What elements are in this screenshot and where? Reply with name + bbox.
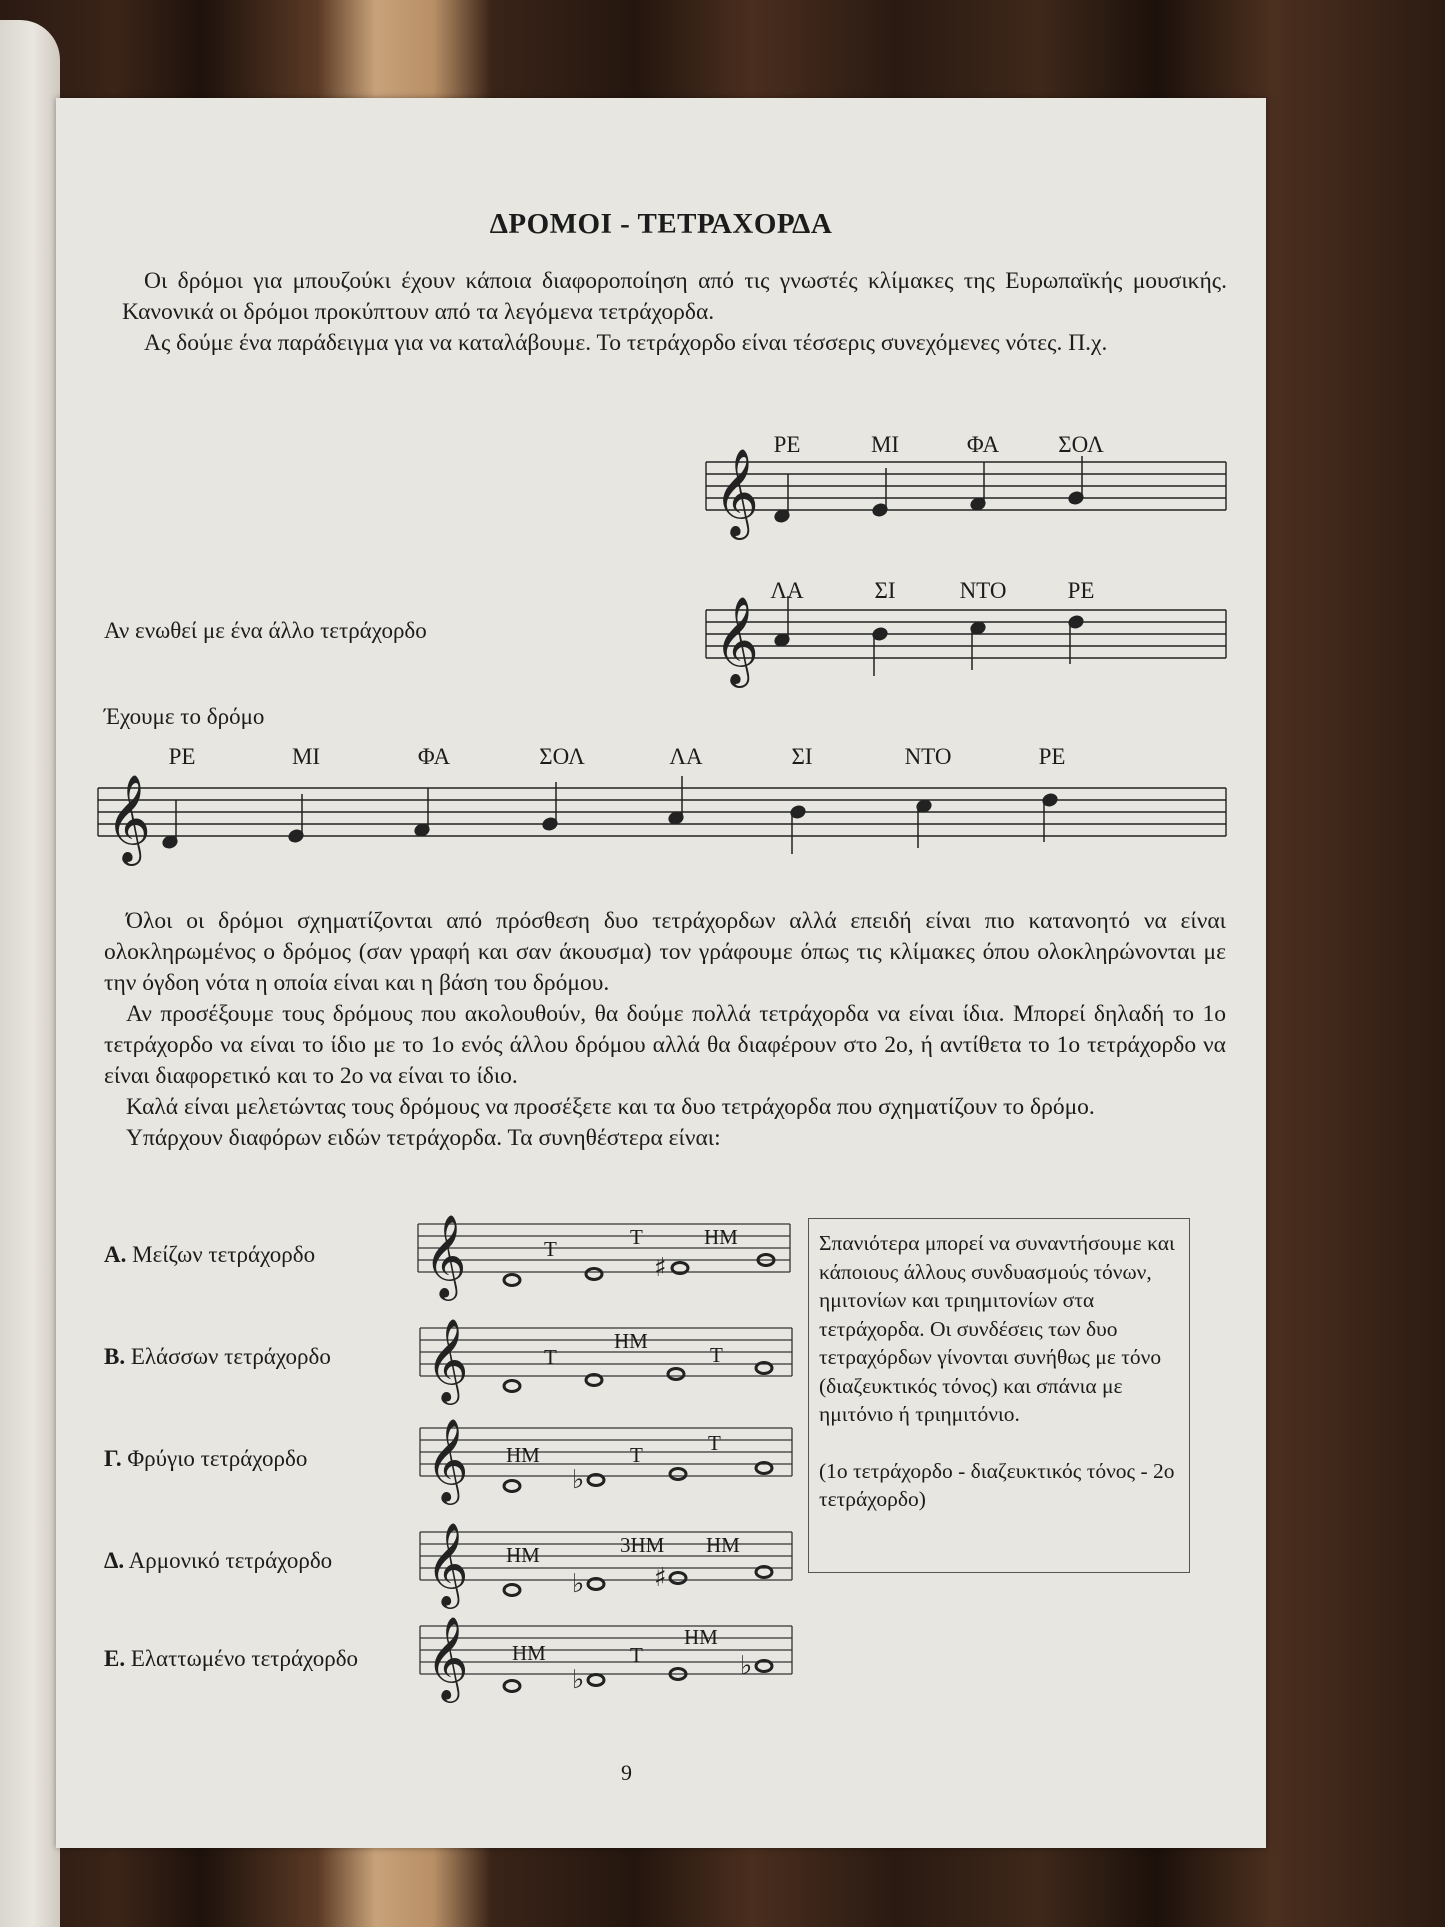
svg-text:♯: ♯ [654,1563,667,1593]
interval-label: T [630,1643,643,1667]
note-label: ΜΙ [291,744,321,769]
tetrachord-letter: Γ. [104,1446,122,1471]
intro-paragraph-1: Οι δρόμοι για μπουζούκι έχουν κάποια διαφοροποίηση από τις γνωστές κλίμακες της Ευρωπαϊκής μουσικής. Κανονικά οι δρόμοι προκύπτουν από τα λεγόμενα τετράχορδα. [122,268,1227,325]
music-staff-icon [98,773,1226,868]
svg-text:𝄞: 𝄞 [424,1213,467,1297]
intro-text [122,266,1227,359]
svg-text:♭: ♭ [572,1569,585,1599]
body-text [104,906,1226,1154]
body-paragraph-3: Καλά είναι μελετώντας τους δρόμους να προσέξετε και τα δυο τετράχορδα που σχηματίζουν το δρόμο. [126,1094,1095,1120]
tetrachord-letter: Ε. [104,1646,126,1671]
music-staff-icon [420,1615,792,1706]
body-paragraph-1: Όλοι οι δρόμοι σχηματίζονται από πρόσθεση δυο τετράχορδων αλλά επειδή είναι πιο κατανοητό να είναι ολοκληρωμένος ο δρόμος (σαν γραφή και σαν άκουσμα) τον γράφουμε όπως τις κλίμακες όπου ολοκληρώνονται με την όγδοη νότα η οποία είναι και η βάση του δρόμου. [104,908,1226,996]
facing-page-edge [0,20,60,1927]
note-label: ΛΑ [669,744,703,769]
tetrachord-staff [420,1317,792,1408]
interval-label: T [710,1343,723,1367]
staff-example-2 [706,595,1226,690]
example-2-label: Αν ενωθεί με ένα άλλο τετράχορδο [104,618,427,643]
tetrachord-name: Μείζων τετράχορδο [132,1242,316,1267]
svg-text:♭: ♭ [740,1651,753,1681]
svg-text:♭: ♭ [572,1465,585,1495]
svg-text:𝄞: 𝄞 [426,1521,469,1605]
svg-text:𝄞: 𝄞 [426,1615,469,1699]
tetrachord-staff [420,1417,792,1508]
tetrachord-name: Ελαττωμένο τετράχορδο [130,1646,359,1671]
note-label: ΝΤΟ [904,744,952,769]
interval-label: ΗΜ [706,1533,740,1557]
svg-text:𝄞: 𝄞 [426,1317,469,1401]
body-paragraph-4: Υπάρχουν διαφόρων ειδών τετράχορδα. Τα συνηθέστερα είναι: [126,1125,721,1151]
tetrachord-staff [418,1213,790,1304]
note-label: ΦΑ [417,744,451,769]
interval-label: ΗΜ [506,1443,540,1467]
interval-label: T [630,1443,643,1467]
interval-label: T [544,1345,557,1369]
staff-example-1 [706,447,1226,542]
note-label: ΛΑ [770,578,804,603]
tetrachord-name: Ελάσσων τετράχορδο [130,1344,331,1369]
note-label: ΝΤΟ [959,578,1007,603]
interval-label: ΗΜ [684,1625,718,1649]
interval-label: ΗΜ [506,1543,540,1567]
music-staff-icon [420,1417,792,1508]
note-label: ΣΟΛ [1058,432,1104,457]
tetrachord-letter: Α. [104,1242,127,1267]
note-label: ΡΕ [773,432,801,457]
intro-paragraph-2: Ας δούμε ένα παράδειγμα για να καταλάβουμε. Το τετράχορδο είναι τέσσερις συνεχόμενες νότες. Π.χ. [144,330,1108,356]
svg-text:𝄞: 𝄞 [426,1417,469,1501]
page-title: ΔΡΟΜΟΙ - ΤΕΤΡΑΧΟΡΔΑ [489,208,833,240]
example-3-label: Έχουμε το δρόμο [104,704,265,729]
tetrachord-name: Αρμονικό τετράχορδο [128,1548,333,1573]
tetrachord-staff [420,1615,792,1706]
staff-example-3 [98,773,1226,868]
note-label: ΣΙ [874,578,896,603]
note-label: ΡΕ [168,744,196,769]
tetrachord-staff [420,1521,792,1612]
note-label: ΡΕ [1038,744,1066,769]
body-paragraph-2: Αν προσέξουμε τους δρόμους που ακολουθούν, θα δούμε πολλά τετράχορδα να είναι ίδια. Μπορεί δηλαδή το 1ο τετράχορδο να είναι το ίδιο με το 1ο ενός άλλου δρόμου αλλά θα διαφέρουν στο 2ο, ή αντίθετα το 1ο τετράχορδο να είναι διαφορετικό και το 2ο να είναι το ίδιο. [104,1001,1226,1089]
page-number: 9 [621,1760,632,1785]
interval-label: T [630,1225,643,1249]
tetrachord-letter: Δ. [104,1548,125,1573]
svg-text:𝄞: 𝄞 [106,773,151,862]
interval-label: T [708,1431,721,1455]
music-staff-icon [706,447,1226,542]
music-staff-icon [706,595,1226,690]
interval-label: ΗΜ [614,1329,648,1353]
music-staff-icon [420,1317,792,1408]
note-label: ΣΙ [791,744,813,769]
interval-label: T [544,1237,557,1261]
tetrachord-name: Φρύγιο τετράχορδο [127,1446,308,1471]
note-label: ΣΟΛ [539,744,585,769]
svg-text:𝄞: 𝄞 [714,447,759,536]
interval-label: 3ΗΜ [620,1533,665,1557]
tetrachord-letter: Β. [104,1344,126,1369]
music-staff-icon [418,1213,790,1304]
svg-text:𝄞: 𝄞 [714,595,759,684]
side-note-box [808,1218,1190,1573]
note-label: ΡΕ [1067,578,1095,603]
music-staff-icon [420,1521,792,1612]
note-label: ΜΙ [870,432,900,457]
svg-text:♭: ♭ [572,1665,585,1695]
note-label: ΦΑ [966,432,1000,457]
book-page [56,98,1266,1848]
side-note-paragraph-2: (1ο τετράχορδο - διαζευκτικός τόνος - 2ο τετράχορδο) [819,1458,1175,1511]
interval-label: ΗΜ [512,1641,546,1665]
side-note-paragraph-1: Σπανιότερα μπορεί να συναντήσουμε και κάποιους άλλους συνδυασμούς τόνων, ημιτονίων και τριημιτονίων στα τετράχορδα. Οι συνδέσεις των δυο τετραχόρδων γίνονται συνήθως με τόνο (διαζευκτικός τόνος) και σπάνια με ημιτόνιο ή τριημιτόνιο. [819,1231,1175,1426]
svg-text:♯: ♯ [654,1253,667,1283]
interval-label: ΗΜ [704,1225,738,1249]
